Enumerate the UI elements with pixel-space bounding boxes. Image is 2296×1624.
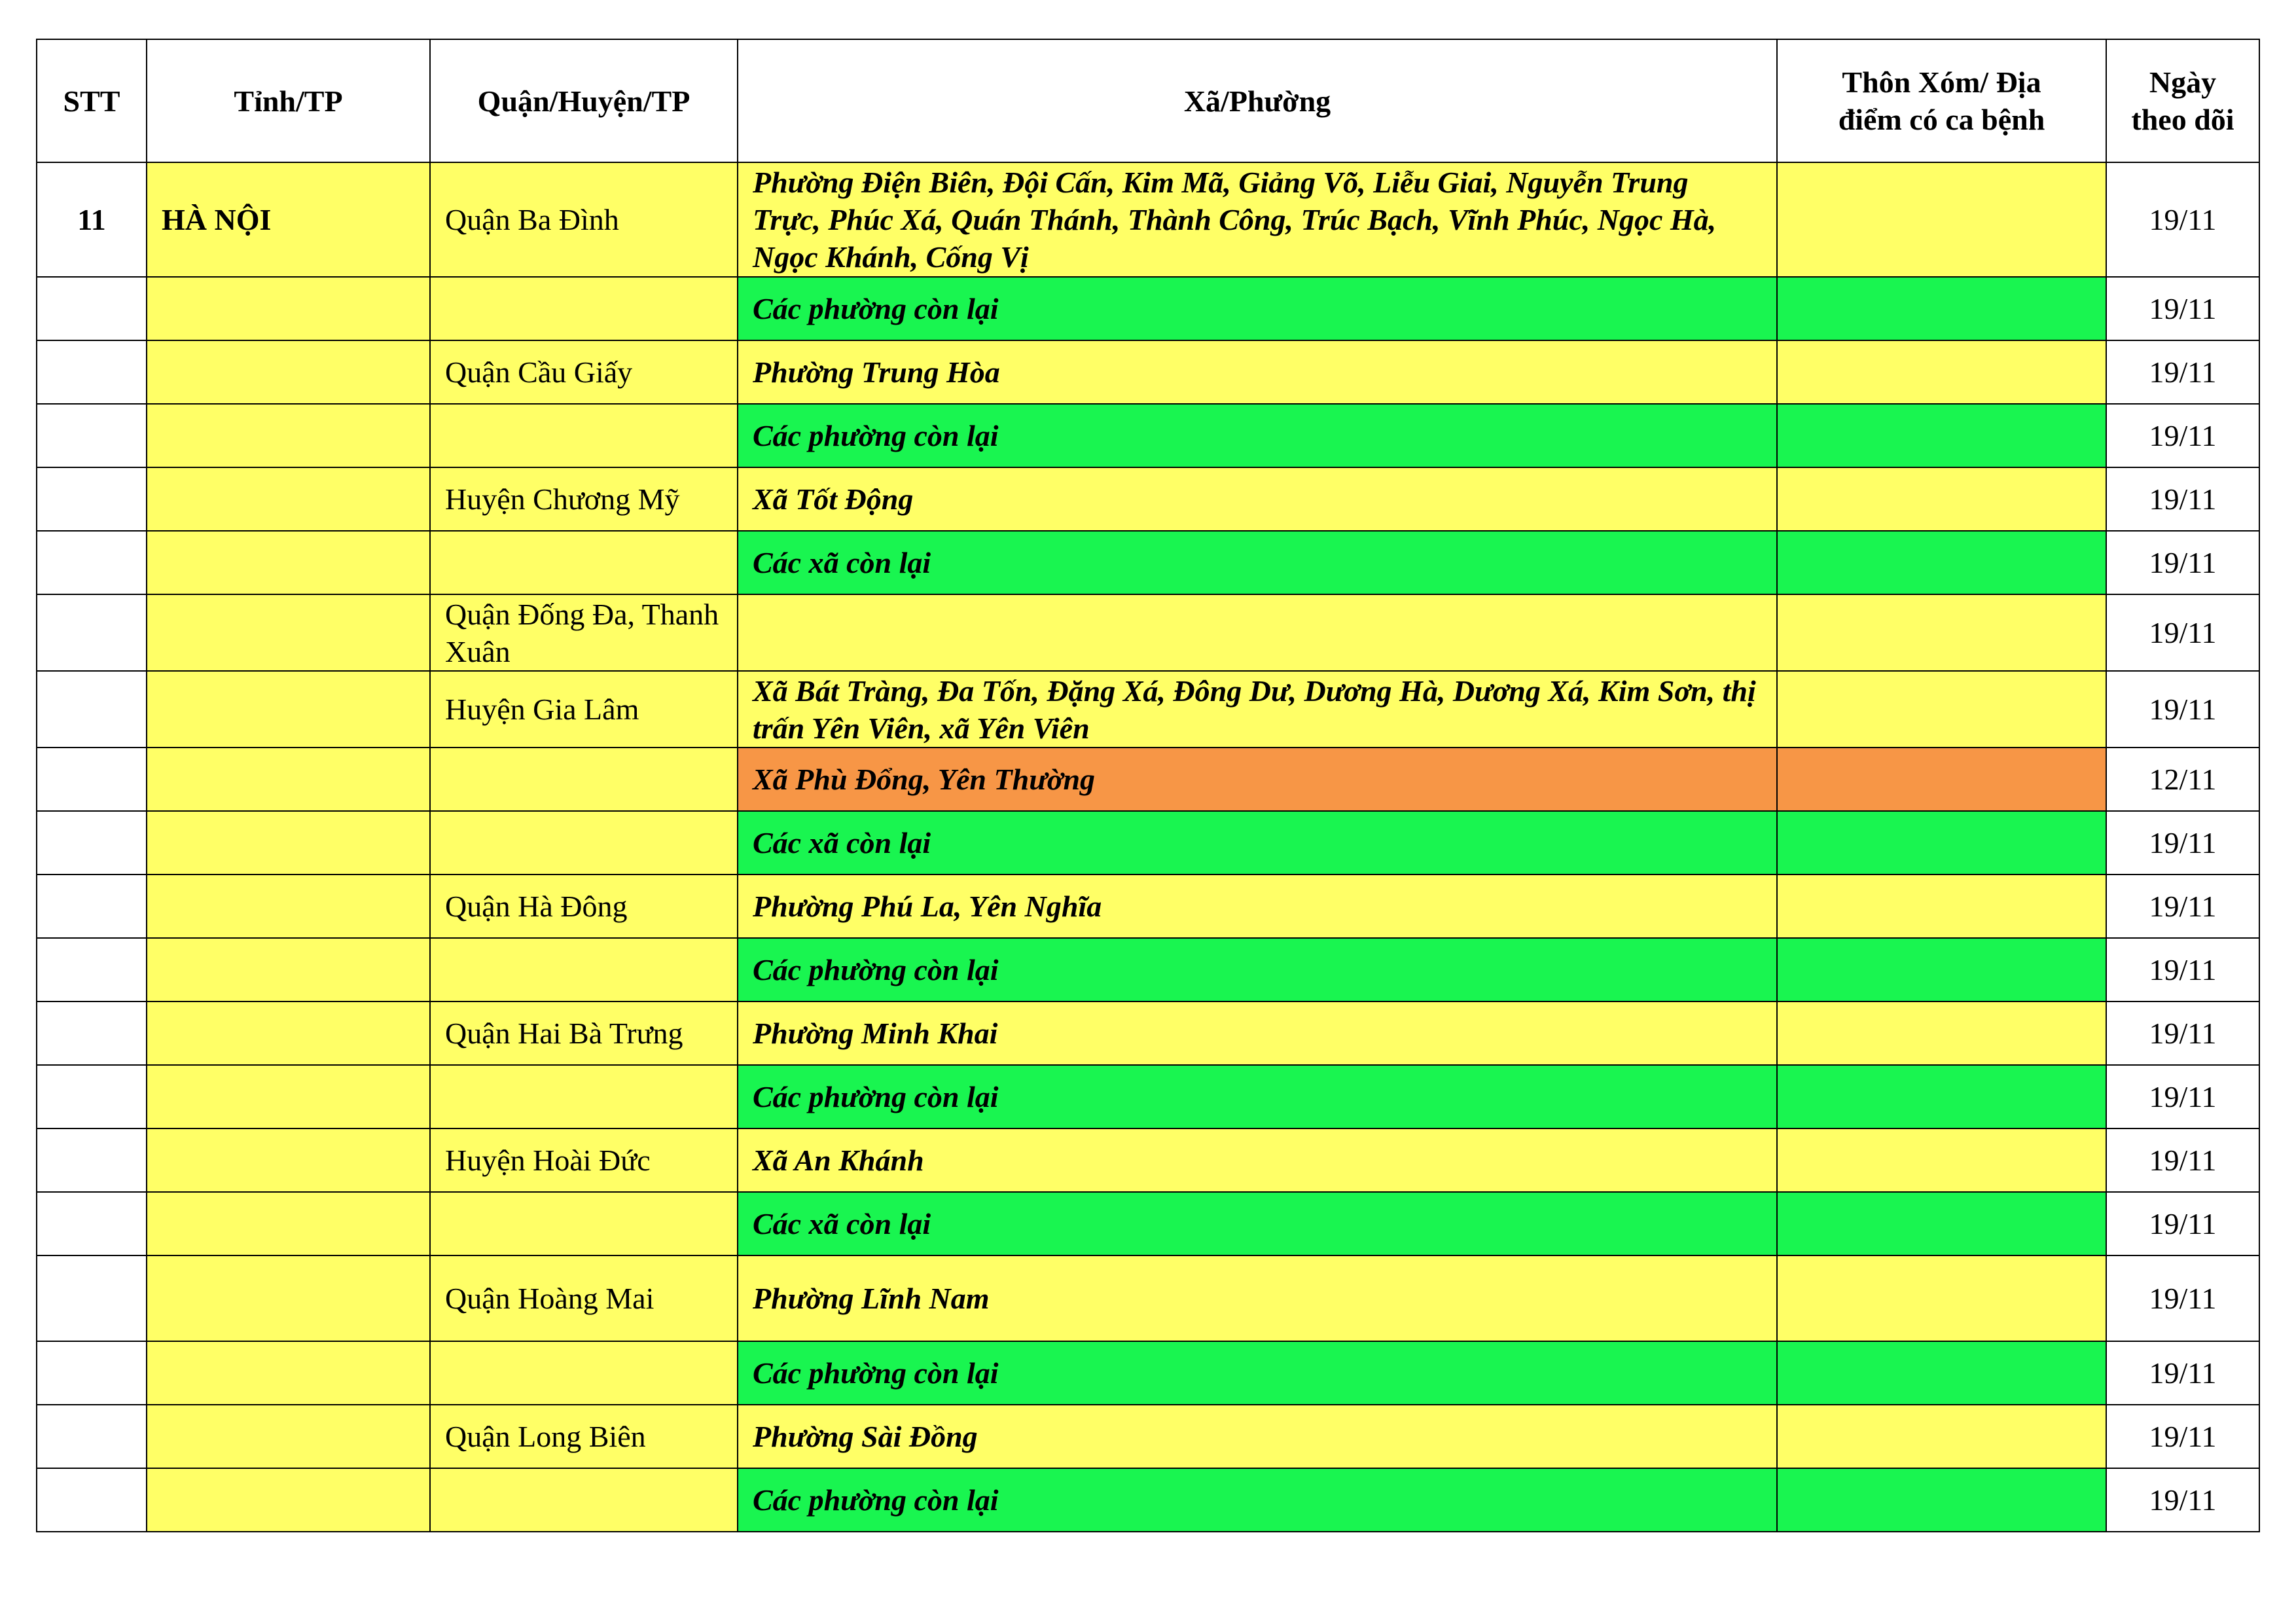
cell-stt <box>37 1405 147 1468</box>
table-row <box>37 1405 2259 1468</box>
cell-ward: Xã Phù Đổng, Yên Thường <box>738 748 1777 811</box>
cell-province <box>147 1065 430 1128</box>
cell-stt <box>37 404 147 467</box>
cell-province <box>147 340 430 404</box>
table-row <box>37 1001 2259 1065</box>
table-row <box>37 594 2259 671</box>
cell-province <box>147 594 430 671</box>
cell-district <box>430 1341 738 1405</box>
table-row <box>37 811 2259 875</box>
cell-ward: Phường Lĩnh Nam <box>738 1255 1777 1341</box>
header-district: Quận/Huyện/TP <box>430 39 738 162</box>
header-monitor-date: Ngày theo dõi <box>2106 39 2259 162</box>
cell-district: Quận Cầu Giấy <box>430 340 738 404</box>
cell-stt <box>37 277 147 340</box>
cell-monitor-date: 19/11 <box>2106 811 2259 875</box>
cell-district <box>430 1192 738 1255</box>
cell-ward <box>738 594 1777 671</box>
cell-stt <box>37 594 147 671</box>
cell-ward: Phường Điện Biên, Đội Cấn, Kim Mã, Giảng Võ, Liễu Giai, Nguyễn Trung Trực, Phúc Xá, Quán Thánh, Thành Công, Trúc Bạch, Vĩnh Phúc, Ngọc Hà, Ngọc Khánh, Cống Vị <box>738 162 1777 277</box>
cell-monitor-date: 19/11 <box>2106 1341 2259 1405</box>
cell-hamlet <box>1777 531 2106 594</box>
table-body <box>37 162 2259 1532</box>
cell-hamlet <box>1777 404 2106 467</box>
cell-stt <box>37 340 147 404</box>
cell-monitor-date: 19/11 <box>2106 467 2259 531</box>
table-row <box>37 277 2259 340</box>
cell-ward: Các phường còn lại <box>738 1341 1777 1405</box>
cell-province <box>147 1405 430 1468</box>
cell-ward: Phường Trung Hòa <box>738 340 1777 404</box>
table-row <box>37 1065 2259 1128</box>
table-row <box>37 162 2259 277</box>
table-row <box>37 1128 2259 1192</box>
cell-ward: Các phường còn lại <box>738 404 1777 467</box>
cell-hamlet <box>1777 277 2106 340</box>
cell-ward: Xã Tốt Động <box>738 467 1777 531</box>
cell-monitor-date: 19/11 <box>2106 1255 2259 1341</box>
cell-ward: Xã Bát Tràng, Đa Tốn, Đặng Xá, Đông Dư, Dương Hà, Dương Xá, Kim Sơn, thị trấn Yên Viên, xã Yên Viên <box>738 671 1777 748</box>
table-row <box>37 467 2259 531</box>
cell-stt: 11 <box>37 162 147 277</box>
cell-stt <box>37 467 147 531</box>
cell-hamlet <box>1777 1255 2106 1341</box>
risk-level-table <box>36 39 2260 1532</box>
cell-stt <box>37 811 147 875</box>
cell-province <box>147 811 430 875</box>
cell-hamlet <box>1777 1065 2106 1128</box>
cell-stt <box>37 875 147 938</box>
cell-ward: Các xã còn lại <box>738 811 1777 875</box>
cell-monitor-date: 19/11 <box>2106 875 2259 938</box>
cell-district: Quận Long Biên <box>430 1405 738 1468</box>
cell-district: Huyện Chương Mỹ <box>430 467 738 531</box>
cell-district <box>430 531 738 594</box>
cell-province <box>147 531 430 594</box>
cell-ward: Xã An Khánh <box>738 1128 1777 1192</box>
cell-hamlet <box>1777 938 2106 1001</box>
table-row <box>37 340 2259 404</box>
table-row <box>37 404 2259 467</box>
cell-monitor-date: 19/11 <box>2106 531 2259 594</box>
cell-ward: Các phường còn lại <box>738 1065 1777 1128</box>
cell-district: Huyện Gia Lâm <box>430 671 738 748</box>
cell-hamlet <box>1777 1192 2106 1255</box>
cell-hamlet <box>1777 1405 2106 1468</box>
cell-ward: Các xã còn lại <box>738 531 1777 594</box>
cell-district <box>430 1468 738 1532</box>
cell-stt <box>37 531 147 594</box>
cell-hamlet <box>1777 467 2106 531</box>
cell-province <box>147 1341 430 1405</box>
cell-district <box>430 811 738 875</box>
cell-province <box>147 1001 430 1065</box>
cell-stt <box>37 1255 147 1341</box>
header-stt: STT <box>37 39 147 162</box>
cell-stt <box>37 1065 147 1128</box>
cell-ward: Các phường còn lại <box>738 938 1777 1001</box>
cell-hamlet <box>1777 1468 2106 1532</box>
cell-monitor-date: 19/11 <box>2106 594 2259 671</box>
cell-hamlet <box>1777 1341 2106 1405</box>
cell-hamlet <box>1777 594 2106 671</box>
cell-province <box>147 1468 430 1532</box>
cell-stt <box>37 1468 147 1532</box>
cell-ward: Phường Minh Khai <box>738 1001 1777 1065</box>
cell-stt <box>37 1128 147 1192</box>
cell-stt <box>37 748 147 811</box>
cell-monitor-date: 19/11 <box>2106 1468 2259 1532</box>
cell-ward: Các phường còn lại <box>738 1468 1777 1532</box>
cell-district <box>430 1065 738 1128</box>
table-row <box>37 671 2259 748</box>
cell-hamlet <box>1777 875 2106 938</box>
table-row <box>37 1192 2259 1255</box>
cell-monitor-date: 19/11 <box>2106 1128 2259 1192</box>
cell-province <box>147 277 430 340</box>
cell-district: Quận Hà Đông <box>430 875 738 938</box>
cell-monitor-date: 19/11 <box>2106 671 2259 748</box>
table-row <box>37 1255 2259 1341</box>
cell-hamlet <box>1777 162 2106 277</box>
cell-ward: Các phường còn lại <box>738 277 1777 340</box>
cell-monitor-date: 19/11 <box>2106 162 2259 277</box>
cell-stt <box>37 938 147 1001</box>
cell-province <box>147 748 430 811</box>
cell-monitor-date: 19/11 <box>2106 1192 2259 1255</box>
cell-ward: Phường Phú La, Yên Nghĩa <box>738 875 1777 938</box>
cell-hamlet <box>1777 811 2106 875</box>
cell-monitor-date: 19/11 <box>2106 1001 2259 1065</box>
cell-district <box>430 277 738 340</box>
table-row <box>37 875 2259 938</box>
table-row <box>37 938 2259 1001</box>
cell-hamlet <box>1777 1128 2106 1192</box>
cell-district <box>430 938 738 1001</box>
cell-district <box>430 404 738 467</box>
header-province: Tỉnh/TP <box>147 39 430 162</box>
cell-province <box>147 1192 430 1255</box>
table-header-row <box>37 39 2259 162</box>
table-row <box>37 1468 2259 1532</box>
cell-district: Quận Đống Đa, Thanh Xuân <box>430 594 738 671</box>
cell-hamlet <box>1777 1001 2106 1065</box>
cell-stt <box>37 1341 147 1405</box>
cell-hamlet <box>1777 748 2106 811</box>
cell-district: Huyện Hoài Đức <box>430 1128 738 1192</box>
cell-stt <box>37 1001 147 1065</box>
table-row <box>37 1341 2259 1405</box>
cell-ward: Các xã còn lại <box>738 1192 1777 1255</box>
cell-district: Quận Hai Bà Trưng <box>430 1001 738 1065</box>
cell-monitor-date: 19/11 <box>2106 340 2259 404</box>
cell-monitor-date: 19/11 <box>2106 938 2259 1001</box>
cell-stt <box>37 1192 147 1255</box>
cell-district: Quận Hoàng Mai <box>430 1255 738 1341</box>
cell-stt <box>37 671 147 748</box>
cell-hamlet <box>1777 671 2106 748</box>
cell-monitor-date: 19/11 <box>2106 1065 2259 1128</box>
cell-province <box>147 671 430 748</box>
cell-district <box>430 748 738 811</box>
header-hamlet: Thôn Xóm/ Địa điểm có ca bệnh <box>1777 39 2106 162</box>
table-row <box>37 748 2259 811</box>
cell-monitor-date: 12/11 <box>2106 748 2259 811</box>
cell-district: Quận Ba Đình <box>430 162 738 277</box>
cell-ward: Phường Sài Đồng <box>738 1405 1777 1468</box>
cell-province: HÀ NỘI <box>147 162 430 277</box>
cell-monitor-date: 19/11 <box>2106 404 2259 467</box>
header-ward: Xã/Phường <box>738 39 1777 162</box>
cell-province <box>147 938 430 1001</box>
cell-province <box>147 467 430 531</box>
table-row <box>37 531 2259 594</box>
cell-monitor-date: 19/11 <box>2106 1405 2259 1468</box>
cell-province <box>147 1255 430 1341</box>
cell-province <box>147 1128 430 1192</box>
cell-monitor-date: 19/11 <box>2106 277 2259 340</box>
cell-province <box>147 875 430 938</box>
cell-province <box>147 404 430 467</box>
cell-hamlet <box>1777 340 2106 404</box>
